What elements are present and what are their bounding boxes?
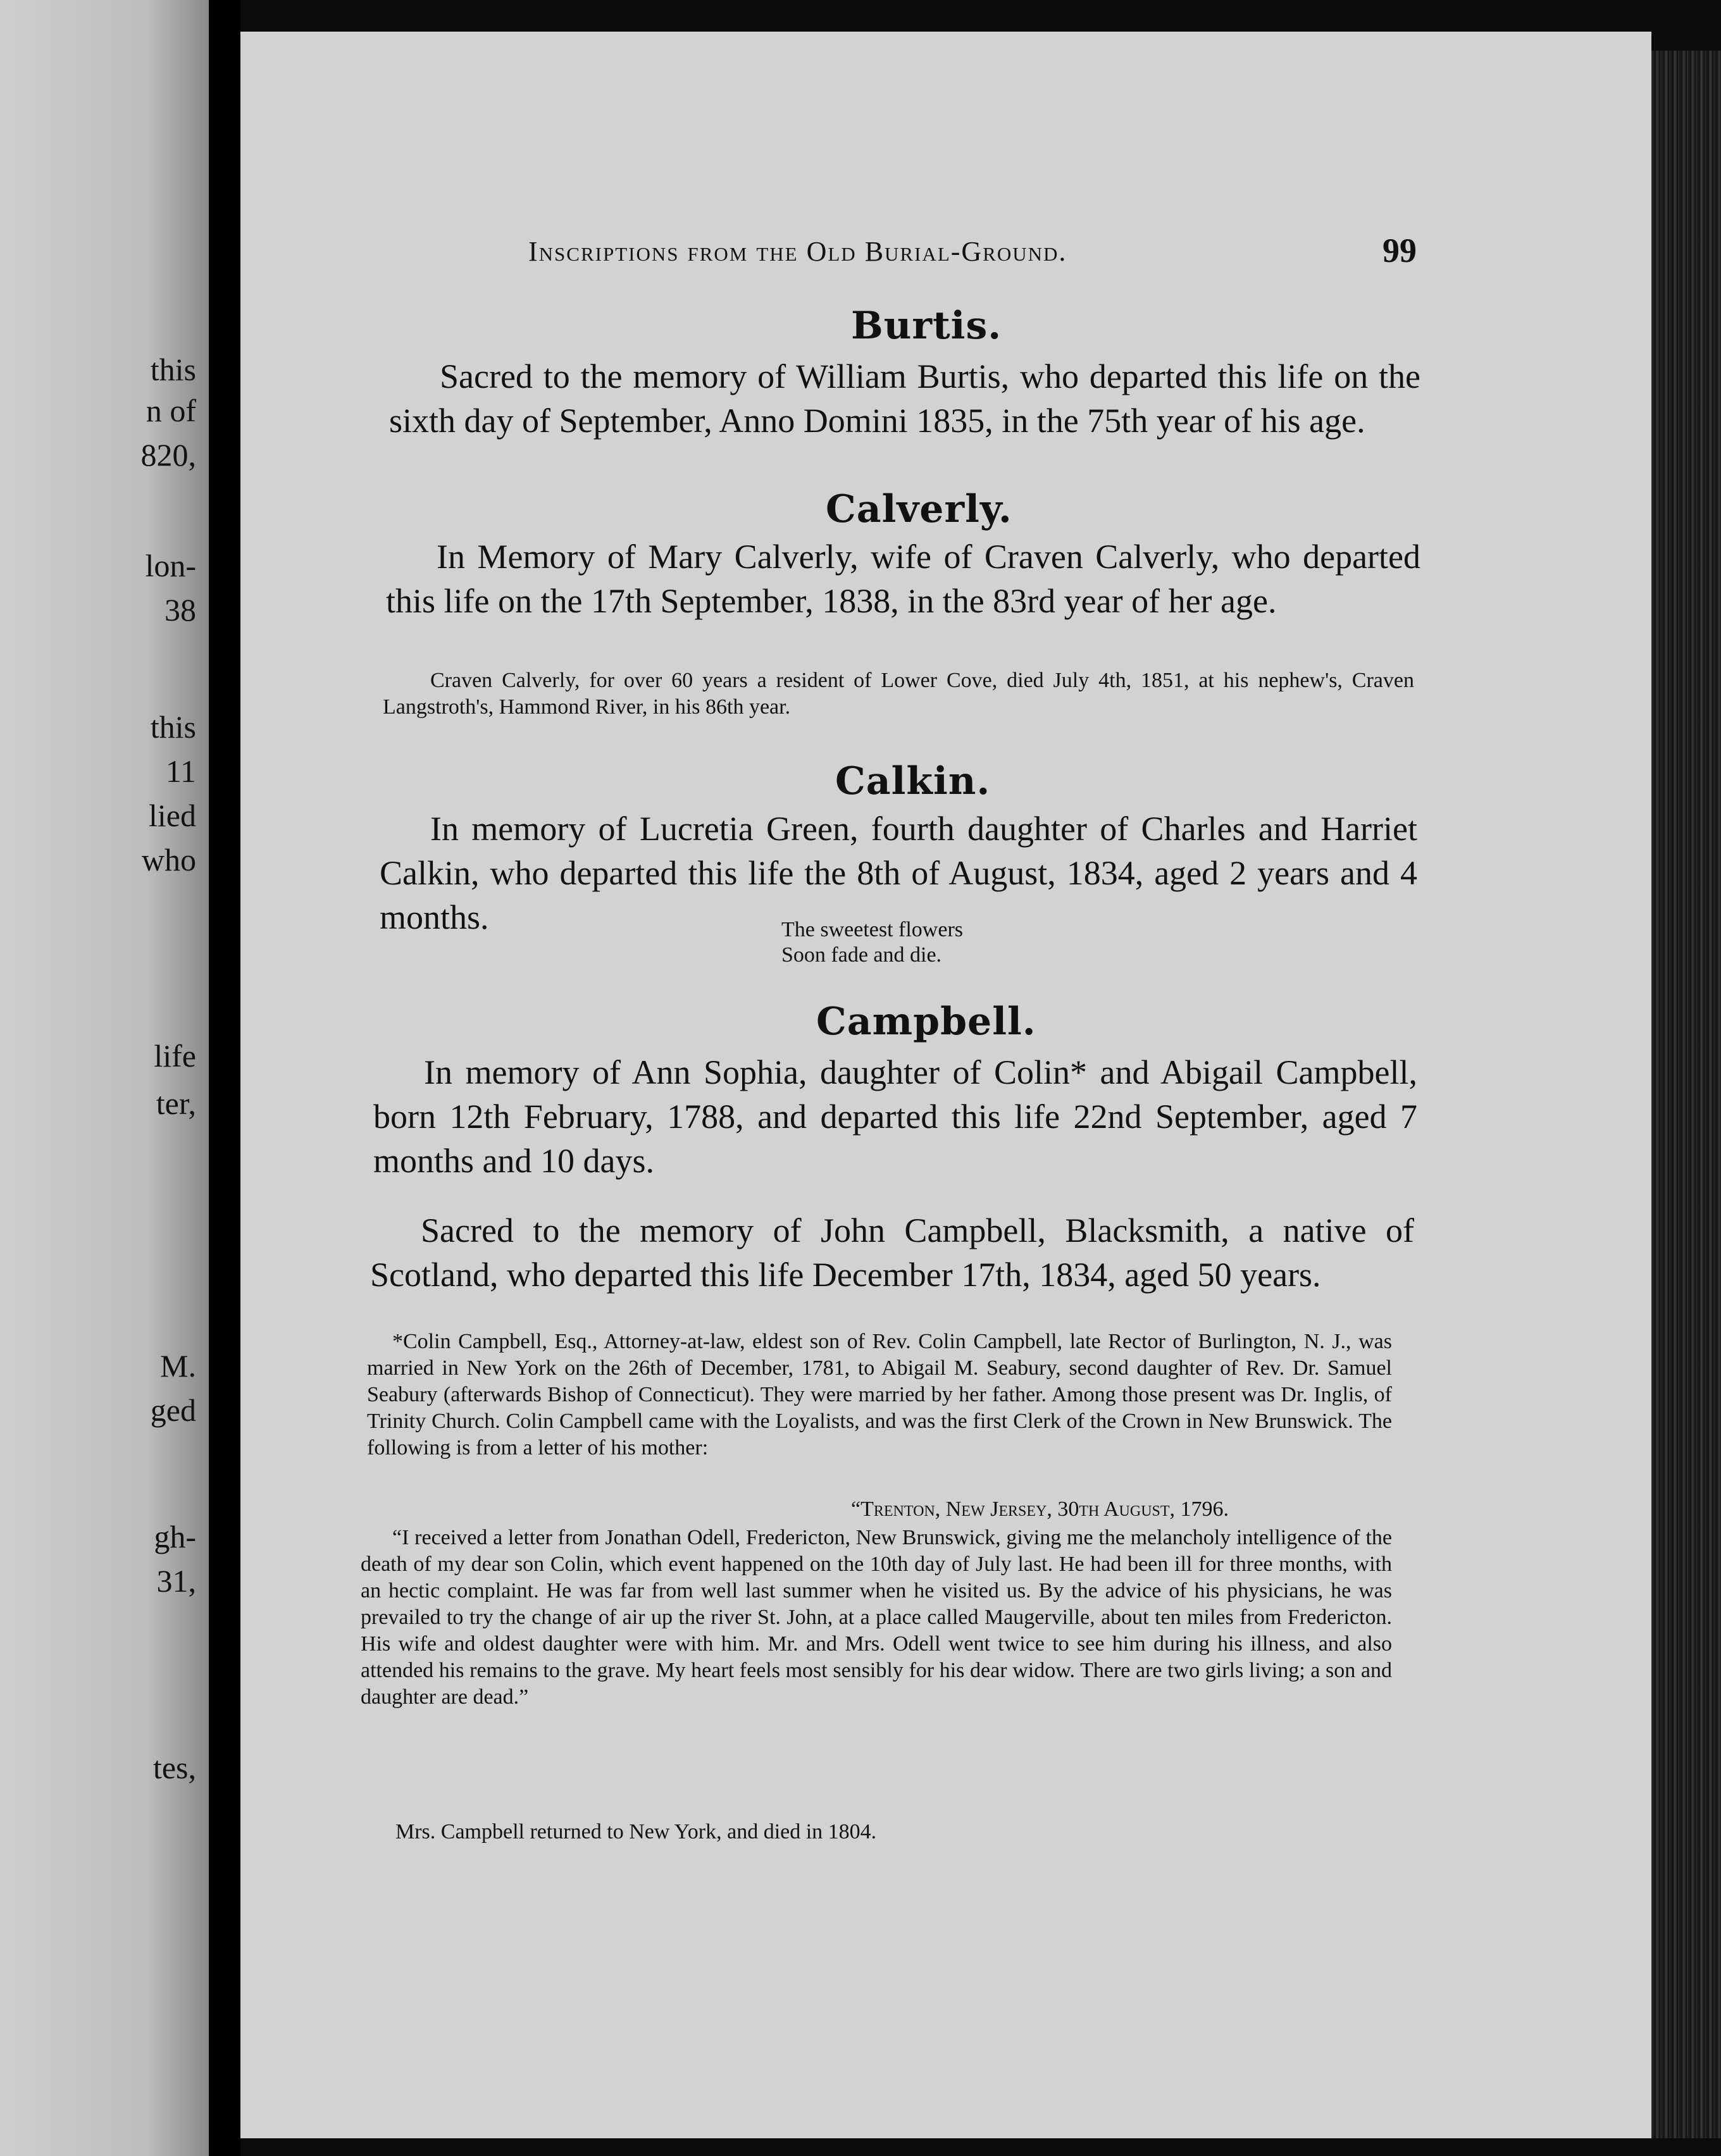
inscription-campbell-ann (373, 1050, 1417, 1183)
inscription-text: Sacred to the memory of William Burtis, who departed this life on the sixth day of September, Anno Domini 1835, in the 75th year of his age. (389, 357, 1420, 440)
inscription-campbell-john (370, 1208, 1414, 1297)
left-fragment: who (141, 842, 196, 877)
closing-note: Mrs. Campbell returned to New York, and died in 1804. (395, 1820, 877, 1843)
section-heading-burtis: Burtis. (851, 304, 1002, 348)
left-fragment: M. (160, 1348, 196, 1384)
left-fragment: 31, (156, 1563, 196, 1599)
footnote: *Colin Campbell, Esq., Attorney-at-law, eldest son of Rev. Colin Campbell, late Rector of Burlington, N. J., was married in New York on the 26th of December, 1781, to Abigail M. Seabury, second daughter of Rev. Dr. Samuel Seabury (afterwards Bishop of Connecticut). They were married by her father. Among those present was Dr. Inglis, of Trinity Church. Colin Campbell came with the Loyalists, and was the first Clerk of the Crown in New Brunswick. The following is from a letter of his mother: (367, 1330, 1392, 1459)
inscription-text: In memory of Lucretia Green, fourth daughter of Charles and Harriet Calkin, who departed this life the 8th of August, 1834, aged 2 years and 4 months. (380, 810, 1417, 936)
left-fragment: lied (149, 798, 196, 833)
inscription-text: In memory of Ann Sophia, daughter of Colin* and Abigail Campbell, born 12th February, 1788, and departed this life 22nd September, aged 7 months and 10 days. (373, 1053, 1417, 1180)
section-heading-calverly: Calverly. (826, 487, 1012, 531)
section-heading-calkin: Calkin. (835, 759, 991, 803)
facing-page-fragment (0, 0, 209, 2156)
inscription-text: Sacred to the memory of John Campbell, Blacksmith, a native of Scotland, who departed this life December 17th, 1834, aged 50 years. (370, 1211, 1414, 1294)
left-fragment: 820, (140, 437, 196, 473)
left-fragment: ged (150, 1392, 196, 1428)
section-heading-campbell: Campbell. (816, 1000, 1036, 1044)
book-gutter (209, 0, 240, 2156)
calverly-note: Craven Calverly, for over 60 years a resident of Lower Cove, died July 4th, 1851, at his nephew's, Craven Langstroth's, Hammond River, in his 86th year. (383, 669, 1414, 719)
left-fragment: ter, (156, 1086, 196, 1121)
inscription-burtis (389, 354, 1420, 443)
running-title: Inscriptions from the Old Burial-Ground. (528, 236, 1067, 267)
epitaph-verse: The sweetest flowers Soon fade and die. (781, 918, 964, 967)
left-fragment: tes, (152, 1750, 196, 1785)
inscription-calverly (386, 535, 1420, 623)
left-fragment: lon- (145, 548, 196, 583)
left-fragment: life (154, 1038, 196, 1074)
left-fragment: 11 (165, 753, 196, 789)
left-fragment: this (150, 352, 196, 387)
letter-text: “I received a letter from Jonathan Odell, Fredericton, New Brunswick, giving me the melancholy intelligence of the death of my dear son Colin, which event happened on the 10th day of July last. He had been ill for three months, with an hectic complaint. He was far from well last summer when he visited us. By the advice of his physicians, he was prevailed to try the change of air up the river St. John, at a place called Maugerville, about ten miles from Fredericton. His wife and oldest daughter were with him. Mr. and Mrs. Odell went twice to see him during his illness, and also attended his remains to the grave. My heart feels most sensibly for his dear widow. There are two girls living; a son and daughter are dead.” (361, 1526, 1392, 1709)
left-fragment: 38 (165, 592, 196, 628)
letter-dateline: “Trenton, New Jersey, 30th August, 1796. (851, 1497, 1229, 1521)
left-fragment: n of (146, 393, 196, 428)
left-fragment: this (150, 709, 196, 745)
inscription-text: In Memory of Mary Calverly, wife of Craven Calverly, who departed this life on the 17th September, 1838, in the 83rd year of her age. (386, 538, 1420, 620)
page-number: 99 (1382, 232, 1417, 270)
left-fragment: gh- (154, 1519, 196, 1554)
page-edges (1651, 51, 1721, 2138)
